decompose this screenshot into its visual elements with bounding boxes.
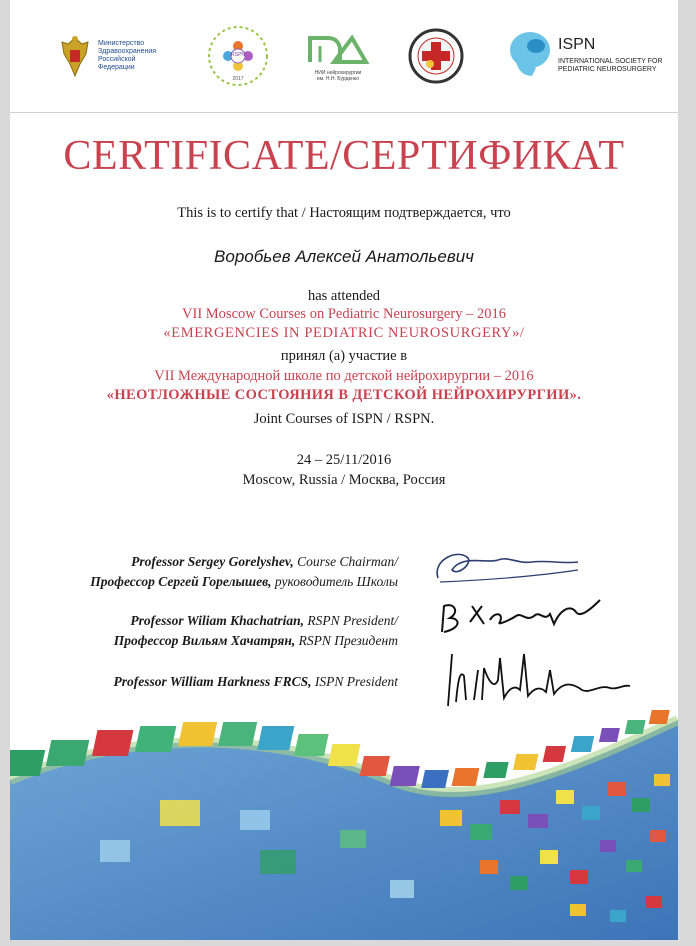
- signature-khachatrian: [430, 592, 610, 642]
- ispn-head-icon: [506, 28, 554, 80]
- certificate-title: CERTIFICATE/СЕРТИФИКАТ: [63, 133, 625, 179]
- ispn-full-name: INTERNATIONAL SOCIETY FOR PEDIATRIC NEUROSURGERY: [558, 58, 663, 73]
- attended-label-ru: принял (а) участие в: [280, 348, 408, 364]
- ministry-text: Министерство Здравоохранения Российской Федерации: [98, 40, 157, 71]
- niim-text: НИИ нейрохирургии им. Н.Н. Бурденко: [314, 70, 362, 82]
- ministry-emblem-icon: [58, 34, 92, 80]
- signatory-rspn-president: Professor Wiliam Khachatrian, RSPN President/ Профессор Вильям Хачатрян, RSPN Президент: [113, 613, 398, 648]
- pediatric-emergency-logo-icon: [408, 28, 464, 84]
- certificate-sheet: [10, 0, 678, 940]
- course-dates: 24 – 25/11/2016: [296, 452, 392, 468]
- course-topic-en: «EMERGENCIES IN PEDIATRIC NEUROSURGERY»/: [163, 325, 525, 341]
- course-title-ru: VII Международной школе по детской нейрохирургии – 2016: [154, 368, 534, 384]
- course-title-en: VII Moscow Courses on Pediatric Neurosurgery – 2016: [182, 306, 506, 322]
- ispn-name: ISPN: [558, 36, 596, 53]
- certify-line: This is to certify that / Настоящим подтверждается, что: [177, 205, 511, 221]
- course-place: Moscow, Russia / Москва, Россия: [242, 472, 446, 488]
- recipient-name: Воробьев Алексей Анатольевич: [214, 247, 474, 266]
- signatory-chairman: Professor Sergey Gorelyshev, Course Chairman/ Профессор Сергей Горелышев, руководитель Школы: [90, 554, 398, 589]
- joint-courses: Joint Courses of ISPN / RSPN.: [253, 411, 435, 427]
- niim-logo-icon: [306, 32, 370, 66]
- course-topic-ru: «НЕОТЛОЖНЫЕ СОСТОЯНИЯ В ДЕТСКОЙ НЕЙРОХИРУРГИИ».: [106, 387, 582, 403]
- signatory-ispn-president: Professor William Harkness FRCS, ISPN President: [113, 674, 398, 689]
- rspn-badge-year: 2017: [232, 76, 244, 82]
- logos-row: [10, 0, 678, 110]
- decorative-wave-illustration: [10, 690, 678, 940]
- attended-label: has attended: [307, 288, 381, 304]
- signature-gorelyshev: [428, 540, 588, 590]
- header-divider: [10, 112, 678, 113]
- rspn-badge-label: RSPN: [231, 52, 245, 58]
